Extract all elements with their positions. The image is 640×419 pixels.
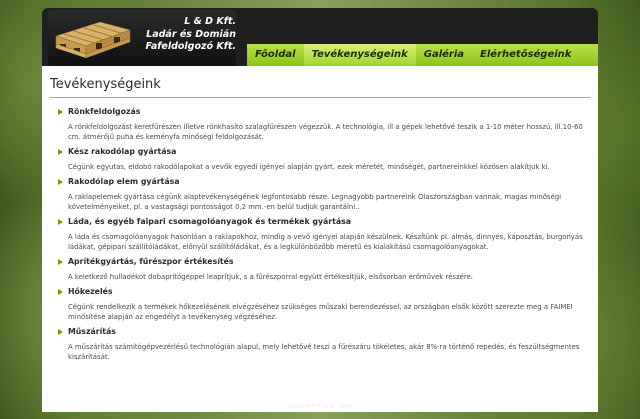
section-lada: [58, 217, 588, 252]
nav-item-elerhetosegeink[interactable]: Elérhetőségeink: [480, 49, 572, 60]
sections-list: [58, 107, 588, 367]
arrow-right-icon: [58, 219, 63, 225]
main-nav: [247, 44, 598, 66]
section-apritek: [58, 257, 588, 282]
footer: KÉSZÍTETTE A © 2008: [287, 404, 353, 410]
logo-line-3: Fafeldolgozó Kft.: [145, 41, 236, 52]
header: [42, 8, 598, 66]
section-text: A láda és csomagolóanyagok hasonlóan a raklapokhoz, mindig a vevő igényei alapján készülnek. Készítünk pl. almás, dinnyés, káposztás, burgonyás ládákat, gépipari szállítóládákat, előnyül szállítóládákat, és a legkülönbözőbb méretű és kialakítású csomagolóanyagokat.: [68, 233, 583, 251]
nav-item-fooldal[interactable]: Főoldal: [255, 49, 296, 60]
arrow-right-icon: [58, 109, 63, 115]
logo-line-1: L & D Kft.: [184, 16, 236, 27]
arrow-right-icon: [58, 289, 63, 295]
pallet-logo-icon: [52, 16, 132, 62]
arrow-right-icon: [58, 149, 63, 155]
logo-text: [128, 16, 236, 54]
arrow-right-icon: [58, 329, 63, 335]
logo[interactable]: [48, 10, 236, 66]
arrow-right-icon: [58, 259, 63, 265]
section-text: A műszárítás számítógépvezérlésű technológián alapul, mely lehetővé teszi a fűrészáru tökéletes, akár 8%-ra történő repedés, és feszültségmentes kiszárítását.: [68, 343, 580, 361]
page-container: [42, 8, 598, 412]
logo-line-2: Ladár és Domián: [146, 28, 236, 40]
nav-item-tevekenysegeink[interactable]: Tevékenységeink: [304, 44, 416, 66]
section-text: A rönkfeldolgozást keretfűrészen illetve rönkhasító szalagfűrészen végezzük. A technológia, ill a gépek lehetővé teszik a 1-10 méter hosszú, ill.10-60 cm. átmérőjű puha és keményfa minőségi feldolgozását.: [68, 123, 583, 141]
section-title: Műszárítás: [58, 327, 588, 337]
section-title: Rönkfeldolgozás: [58, 107, 588, 117]
title-divider: [50, 97, 590, 98]
section-title: Hőkezelés: [58, 287, 588, 297]
arrow-right-icon: [58, 179, 63, 185]
content-area: [42, 66, 598, 412]
section-text: Cégünk rendelkezik a termékek hőkezelésének elvégzéséhez szükséges műszaki berendezéssel, az országban elsők között szerezte meg a FAIMEI minősítése alapján az engedélyt a tevékenység végzéséhez.: [68, 303, 573, 321]
section-hokezeles: [58, 287, 588, 322]
section-title: Láda, és egyéb faipari csomagolóanyagok és termékek gyártása: [58, 217, 588, 227]
section-muszaritas: [58, 327, 588, 362]
page-title: Tevékenységeink: [50, 77, 161, 92]
section-text: A keletkező hulladékot dobaprítógéppel leaprítjuk, s a fűrészporral együtt értékesítjük, elsősorban erőművek részére.: [68, 273, 473, 281]
nav-item-galeria[interactable]: Galéria: [423, 49, 465, 60]
section-ronkfeldolgozas: [58, 107, 588, 142]
section-rakodolap-elem: [58, 177, 588, 212]
section-title: Kész rakodólap gyártása: [58, 147, 588, 157]
section-title: Rakodólap elem gyártása: [58, 177, 588, 187]
section-rakodolap: [58, 147, 588, 172]
section-text: A raklapelemek gyártása cégünk alaptevékenységének legfontosabb része. Legnagyobb partnereink Olaszországban vannak, magas minőségi követelményeiket, pl. a vastagsági pontosságot 0,2 mm.-en belül tudjuk garantálni..: [68, 193, 562, 211]
section-title: Aprítékgyártás, fűrészpor értékesítés: [58, 257, 588, 267]
section-text: Cégünk egyutas, eldobó rakodólapokat a vevők egyedi igényei alapján gyárt, ezek méretét, minőségét, partnereinkkel közösen alakítjuk ki.: [68, 163, 550, 171]
